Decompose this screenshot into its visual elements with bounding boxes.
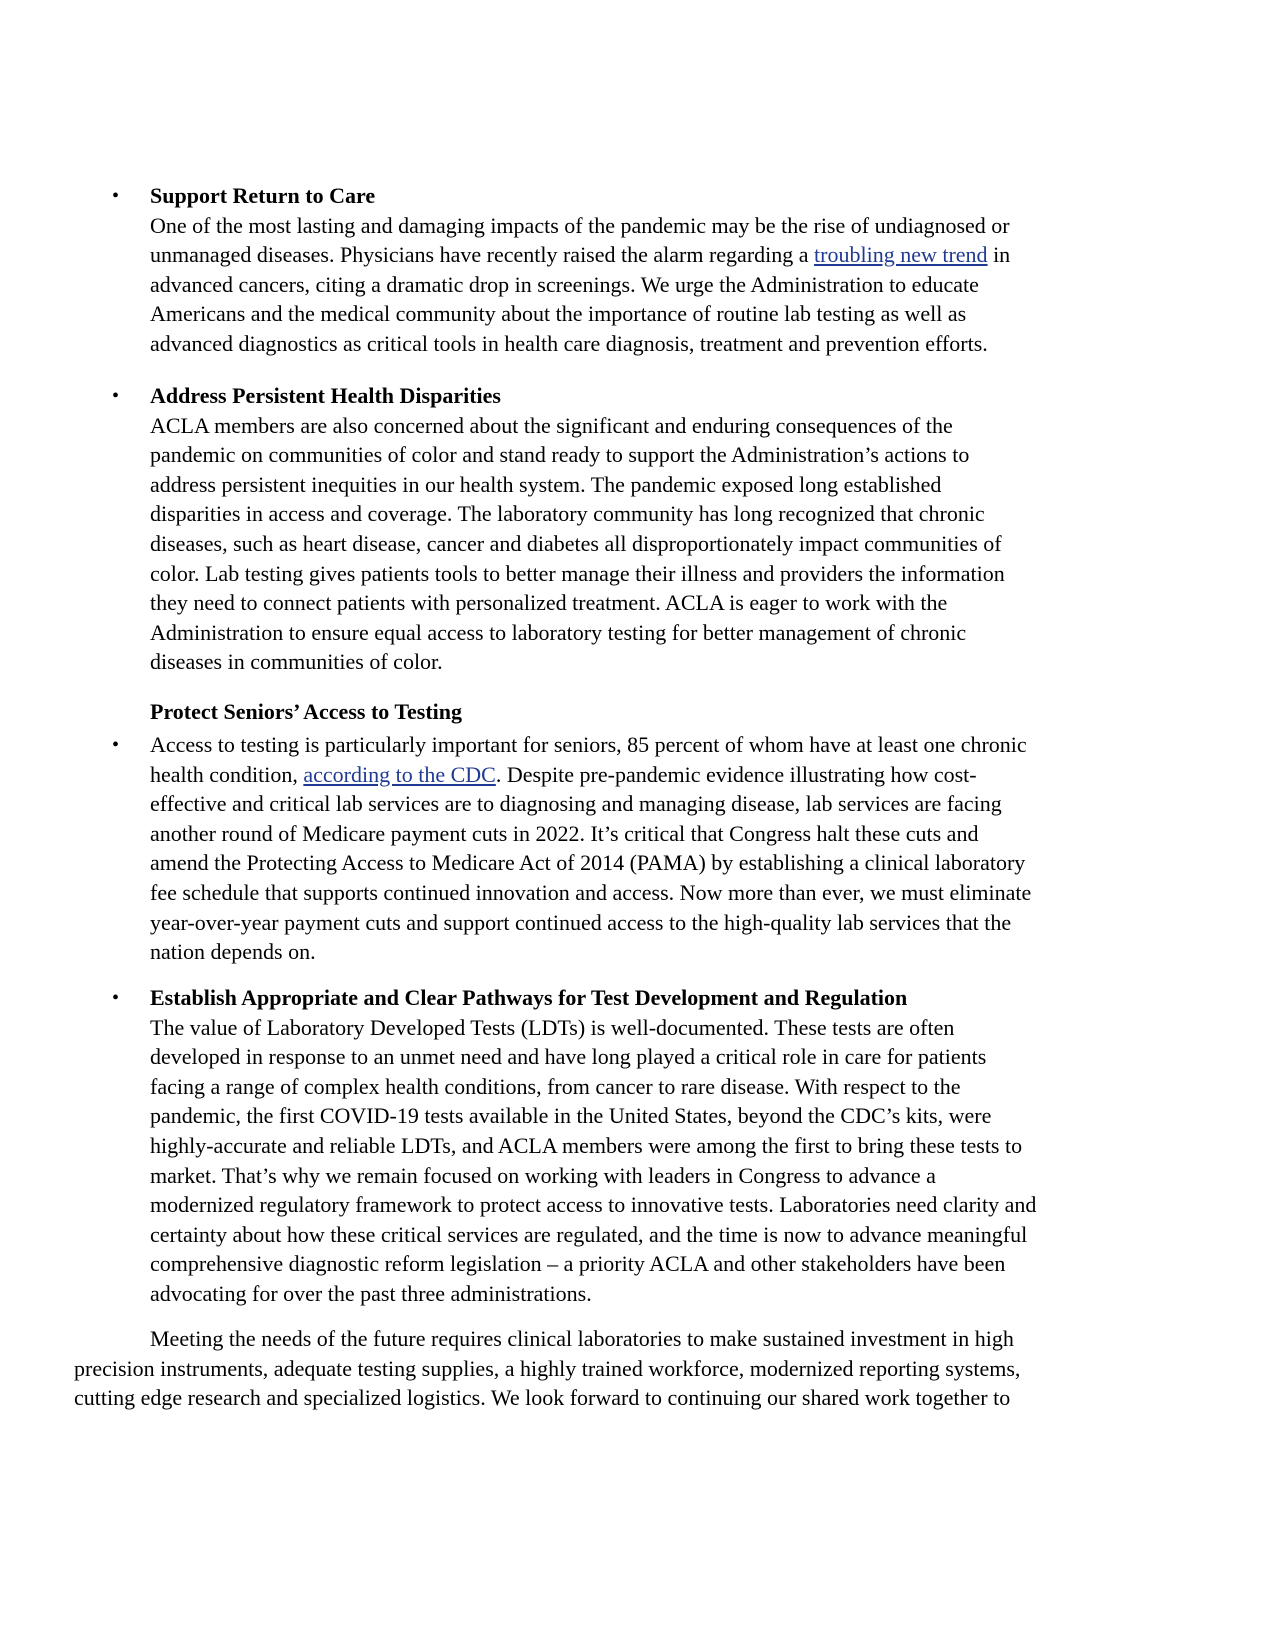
paragraph-line: facing a range of complex health conditions, from cancer to rare disease. With respect to the xyxy=(150,1073,961,1099)
section-body xyxy=(150,381,1202,677)
paragraph-line: highly-accurate and reliable LDTs, and ACLA members were among the first to bring these tests to xyxy=(150,1132,1023,1158)
bullet-marker: • xyxy=(112,385,120,407)
closing-paragraph xyxy=(74,1324,1214,1413)
paragraph-line: pandemic on communities of color and stand ready to support the Administration’s actions to xyxy=(150,442,970,468)
paragraph-line: diseases, such as heart disease, cancer and diabetes all disproportionately impact communities of xyxy=(150,530,1002,556)
paragraph-line: Access to testing is particularly important for seniors, 85 percent of whom have at least one chronic xyxy=(150,732,1027,757)
troubling-new-trend-link[interactable]: troubling new trend xyxy=(814,242,988,268)
paragraph-line xyxy=(150,240,1202,270)
paragraph-line: cutting edge research and specialized logistics. We look forward to continuing our shared work together to xyxy=(74,1385,1011,1411)
paragraph-line: address persistent inequities in our health system. The pandemic exposed long established xyxy=(150,471,942,497)
paragraph-line: advanced diagnostics as critical tools in health care diagnosis, treatment and prevention efforts. xyxy=(150,330,988,356)
paragraph-line: comprehensive diagnostic reform legislation – a priority ACLA and other stakeholders have been xyxy=(150,1251,1006,1277)
section-heading: Address Persistent Health Disparities xyxy=(150,383,501,408)
section-heading: Support Return to Care xyxy=(150,183,376,208)
paragraph-text: in xyxy=(987,242,1011,268)
paragraph-line: Americans and the medical community about the importance of routine lab testing as well as xyxy=(150,301,967,327)
paragraph-line: developed in response to an unmet need and have long played a critical role in care for patients xyxy=(150,1044,987,1070)
paragraph-line: year-over-year payment cuts and support continued access to the high-quality lab services that the xyxy=(150,909,1012,935)
paragraph-line: disparities in access and coverage. The laboratory community has long recognized that chronic xyxy=(150,501,985,527)
paragraph-line: effective and critical lab services are to diagnosing and managing disease, lab services are facing xyxy=(150,791,1002,817)
paragraph-line: advocating for over the past three administrations. xyxy=(150,1280,592,1306)
section-heading: Establish Appropriate and Clear Pathways for Test Development and Regulation xyxy=(150,985,908,1010)
paragraph-line: color. Lab testing gives patients tools to better manage their illness and providers the information xyxy=(150,560,1005,586)
paragraph-line: ACLA members are also concerned about the significant and enduring consequences of the xyxy=(150,412,953,438)
paragraph-line: another round of Medicare payment cuts in 2022. It’s critical that Congress halt these cuts and xyxy=(150,820,979,846)
paragraph-line: nation depends on. xyxy=(150,939,316,965)
paragraph-line: certainty about how these critical services are regulated, and the time is now to advance meaningful xyxy=(150,1221,1028,1247)
paragraph-line: diseases in communities of color. xyxy=(150,649,443,675)
bullet-marker: • xyxy=(112,734,120,756)
paragraph-line: One of the most lasting and damaging impacts of the pandemic may be the rise of undiagnosed or xyxy=(150,212,1010,238)
paragraph-line xyxy=(150,760,1202,790)
section-body xyxy=(150,983,1202,1309)
paragraph-line: Administration to ensure equal access to laboratory testing for better management of chronic xyxy=(150,619,967,645)
bullet-marker: • xyxy=(112,185,120,207)
bullet-marker: • xyxy=(112,987,120,1009)
paragraph-line: pandemic, the first COVID-19 tests available in the United States, beyond the CDC’s kits, were xyxy=(150,1103,992,1129)
paragraph-line: advanced cancers, citing a dramatic drop in screenings. We urge the Administration to educate xyxy=(150,271,979,297)
paragraph-line: modernized regulatory framework to protect access to innovative tests. Laboratories need clarity and xyxy=(150,1192,1037,1218)
paragraph-text: . Despite pre-pandemic evidence illustrating how cost- xyxy=(495,761,977,787)
paragraph-line: The value of Laboratory Developed Tests (LDTs) is well-documented. These tests are often xyxy=(150,1014,955,1040)
paragraph-line: they need to connect patients with personalized treatment. ACLA is eager to work with the xyxy=(150,590,948,616)
section-body xyxy=(150,697,1202,967)
paragraph-text: health condition, xyxy=(150,761,304,787)
paragraph-line: market. That’s why we remain focused on working with leaders in Congress to advance a xyxy=(150,1162,936,1188)
according-to-the-cdc-link[interactable]: according to the CDC xyxy=(303,761,496,787)
section-body xyxy=(150,181,1202,359)
paragraph-line: Meeting the needs of the future requires clinical laboratories to make sustained investment in high xyxy=(150,1326,1014,1351)
paragraph-line: amend the Protecting Access to Medicare Act of 2014 (PAMA) by establishing a clinical laboratory xyxy=(150,850,1026,876)
paragraph-text: unmanaged diseases. Physicians have recently raised the alarm regarding a xyxy=(150,242,815,268)
paragraph-line: precision instruments, adequate testing supplies, a highly trained workforce, modernized reporting systems, xyxy=(74,1355,1021,1381)
section-heading: Protect Seniors’ Access to Testing xyxy=(150,699,463,724)
paragraph-line: fee schedule that supports continued innovation and access. Now more than ever, we must eliminate xyxy=(150,879,1032,905)
